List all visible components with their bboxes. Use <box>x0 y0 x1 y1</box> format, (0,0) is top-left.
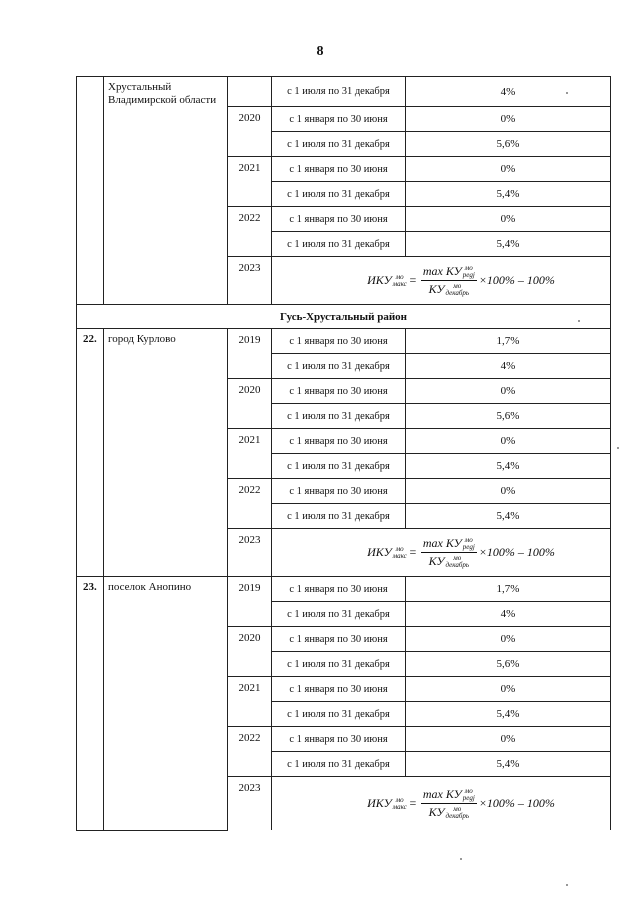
value-cell: 5,4% <box>406 454 611 479</box>
value-cell: 4% <box>406 602 611 627</box>
period-cell: с 1 июля по 31 декабря <box>272 702 406 727</box>
year-cell: 2023 <box>228 257 272 305</box>
period-cell: с 1 июля по 31 декабря <box>272 504 406 529</box>
formula-cell <box>272 257 611 305</box>
year-cell: 2022 <box>228 479 272 529</box>
municipality-name: Хрустальный Владимирской области <box>104 77 228 305</box>
value-cell: 1,7% <box>406 577 611 602</box>
value-cell: 0% <box>406 379 611 404</box>
period-cell: с 1 января по 30 июня <box>272 207 406 232</box>
period-cell: с 1 июля по 31 декабря <box>272 354 406 379</box>
year-cell: 2022 <box>228 727 272 777</box>
value-cell: 0% <box>406 677 611 702</box>
value-cell: 5,6% <box>406 404 611 429</box>
value-cell: 4% <box>406 354 611 379</box>
value-cell: 0% <box>406 157 611 182</box>
formula-cell <box>272 529 611 577</box>
year-cell <box>228 77 272 107</box>
year-cell: 2023 <box>228 777 272 831</box>
year-cell: 2022 <box>228 207 272 257</box>
period-cell: с 1 июля по 31 декабря <box>272 652 406 677</box>
period-cell: с 1 января по 30 июня <box>272 479 406 504</box>
formula-cell <box>272 777 611 831</box>
period-cell: с 1 июля по 31 декабря <box>272 182 406 207</box>
table-row <box>77 577 611 602</box>
value-cell: 1,7% <box>406 329 611 354</box>
period-cell: с 1 января по 30 июня <box>272 379 406 404</box>
period-cell: с 1 июля по 31 декабря <box>272 404 406 429</box>
period-cell: с 1 января по 30 июня <box>272 677 406 702</box>
value-cell: 0% <box>406 727 611 752</box>
table-row <box>77 77 611 107</box>
period-cell: с 1 января по 30 июня <box>272 329 406 354</box>
formula: ИКУ мо макс = max КУ мо pegj КУ мо декабрь ×100% – 100% <box>367 535 555 570</box>
year-cell: 2020 <box>228 107 272 157</box>
value-cell: 5,4% <box>406 504 611 529</box>
scan-speck <box>566 92 568 94</box>
scan-speck <box>617 447 619 449</box>
period-cell: с 1 января по 30 июня <box>272 107 406 132</box>
value-cell: 0% <box>406 107 611 132</box>
value-cell: 0% <box>406 479 611 504</box>
value-cell: 5,6% <box>406 652 611 677</box>
row-number <box>77 77 104 305</box>
municipality-name: город Курлово <box>104 329 228 577</box>
scan-speck <box>460 858 462 860</box>
period-cell: с 1 января по 30 июня <box>272 627 406 652</box>
section-row <box>77 305 611 329</box>
municipality-name: поселок Анопино <box>104 577 228 831</box>
section-title: Гусь-Хрустальный район <box>77 305 611 329</box>
period-cell: с 1 июля по 31 декабря <box>272 232 406 257</box>
value-cell: 5,6% <box>406 132 611 157</box>
year-cell: 2021 <box>228 677 272 727</box>
value-cell: 4% <box>406 77 611 107</box>
period-cell: с 1 июля по 31 декабря <box>272 752 406 777</box>
scan-speck <box>578 320 580 322</box>
scan-speck <box>566 884 568 886</box>
year-cell: 2019 <box>228 577 272 627</box>
value-cell: 5,4% <box>406 752 611 777</box>
value-cell: 5,4% <box>406 232 611 257</box>
year-cell: 2023 <box>228 529 272 577</box>
period-cell: с 1 января по 30 июня <box>272 727 406 752</box>
value-cell: 0% <box>406 429 611 454</box>
formula: ИКУ мо макс = max КУ мо pegj КУ мо декабрь ×100% – 100% <box>367 786 555 821</box>
period-cell: с 1 июля по 31 декабря <box>272 77 406 107</box>
period-cell: с 1 января по 30 июня <box>272 429 406 454</box>
period-cell: с 1 января по 30 июня <box>272 157 406 182</box>
row-number: 22. <box>77 329 104 577</box>
year-cell: 2019 <box>228 329 272 379</box>
formula: ИКУ мо макс = max КУ мо pegj КУ мо декабрь ×100% – 100% <box>367 263 555 298</box>
period-cell: с 1 июля по 31 декабря <box>272 132 406 157</box>
tariff-index-table <box>76 76 611 831</box>
year-cell: 2020 <box>228 379 272 429</box>
period-cell: с 1 июля по 31 декабря <box>272 602 406 627</box>
period-cell: с 1 июля по 31 декабря <box>272 454 406 479</box>
period-cell: с 1 января по 30 июня <box>272 577 406 602</box>
year-cell: 2020 <box>228 627 272 677</box>
value-cell: 5,4% <box>406 702 611 727</box>
value-cell: 0% <box>406 627 611 652</box>
row-number: 23. <box>77 577 104 831</box>
value-cell: 0% <box>406 207 611 232</box>
year-cell: 2021 <box>228 157 272 207</box>
year-cell: 2021 <box>228 429 272 479</box>
page-number: 8 <box>316 44 324 59</box>
table-row <box>77 329 611 354</box>
value-cell: 5,4% <box>406 182 611 207</box>
